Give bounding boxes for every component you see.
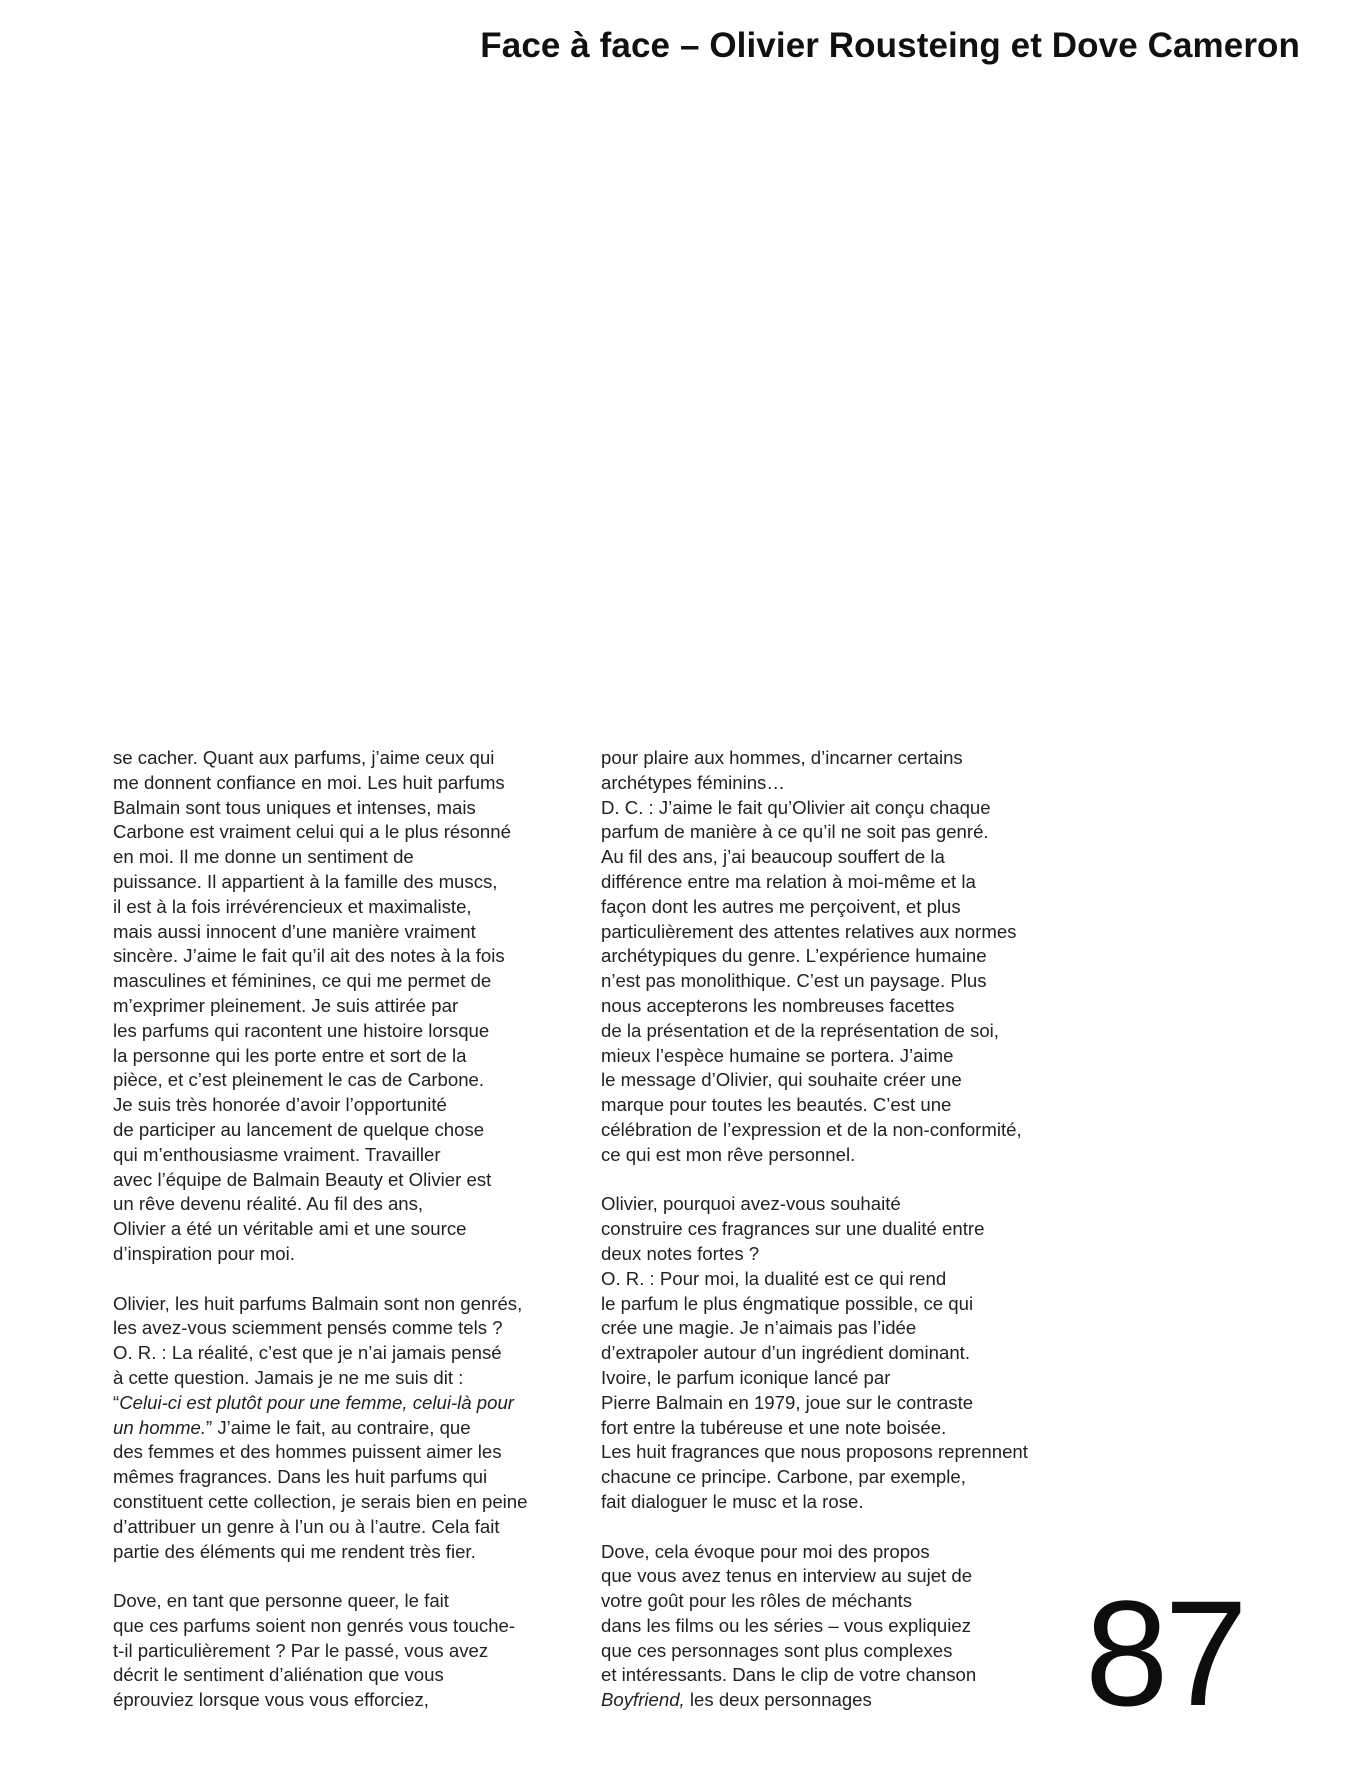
answer-or-duality: O. R. : Pour moi, la dualité est ce qui rend le parfum le plus éngmatique possible, ce qui crée une magie. Je n’aimais pas l’idée d’extrapoler autour d’un ingrédient dominant. Ivoire, le parfum iconique lancé par Pierre Balmain en 1979, joue sur le contraste fort entre la tubéreuse et une note boisée. Les huit fragrances que nous proposons reprennent chacune ce principe. Carbone, par exemple, fait dialoguer le musc et la rose.: [601, 1267, 1028, 1512]
question-villains-start: Dove, cela évoque pour moi des propos que vous avez tenus en interview au sujet de votre goût pour les rôles de méchants dans les films ou les séries – vous expliquiez que ces personnages sont plus complexes et intéressants. Dans le clip de votre chanson: [601, 1540, 977, 1686]
page-title: Face à face – Olivier Rousteing et Dove Cameron: [480, 26, 1300, 65]
question-genderless: Olivier, les huit parfums Balmain sont non genrés, les avez-vous sciemment pensés comme tels ?: [113, 1292, 523, 1339]
answer-or-start: O. R. : La réalité, c’est que je n’ai jamais pensé à cette question. Jamais je ne me suis dit : “: [113, 1342, 502, 1413]
page-number: 87: [1085, 1569, 1244, 1737]
answer-or-end: ” J’aime le fait, au contraire, que des femmes et des hommes puissent aimer les mêmes fragrances. Dans les huit parfums qui constituent cette collection, je serais bien en peine d’attribuer un genre à l’un ou à l’autre. Cela fait partie des éléments qui me rendent très fier.: [113, 1416, 528, 1562]
question-answer-block-duality: [601, 1192, 1071, 1514]
question-answer-block: [113, 1292, 583, 1565]
right-column: [601, 746, 1071, 1713]
paragraph-dove-answer-continued: se cacher. Quant aux parfums, j’aime ceux qui me donnent confiance en moi. Les huit parfums Balmain sont tous uniques et intenses, mais Carbone est vraiment celui qui a le plus résonné en moi. Il me donne un sentiment de puissance. Il appartient à la famille des muscs, il est à la fois irrévérencieux et maximaliste, mais aussi innocent d’une manière vraiment sincère. J’aime le fait qu’il ait des notes à la fois masculines et féminines, ce qui me permet de m’exprimer pleinement. Je suis attirée par les parfums qui racontent une histoire lorsque la personne qui les porte entre et sort de la pièce, et c’est pleinement le cas de Carbone. Je suis très honorée d’avoir l’opportunité de participer au lancement de quelque chose qui m’enthousiasme vraiment. Travailler avec l’équipe de Balmain Beauty et Olivier est un rêve devenu réalité. Au fil des ans, Olivier a été un véritable ami et une source d’inspiration pour moi.: [113, 747, 511, 1264]
question-villains: [601, 1540, 1071, 1714]
question-duality: Olivier, pourquoi avez-vous souhaité construire ces fragrances sur une dualité entre deux notes fortes ?: [601, 1193, 985, 1264]
question-villains-end: les deux personnages: [684, 1689, 872, 1711]
answer-or-quote: Celui-ci est plutôt pour une femme, celui-là pour un homme.: [113, 1391, 514, 1438]
song-title: Boyfriend,: [601, 1689, 685, 1711]
question-answer-block-dc: [601, 746, 1071, 1168]
answer-dc: D. C. : J’aime le fait qu’Olivier ait conçu chaque parfum de manière à ce qu’il ne soit pas genré. Au fil des ans, j’ai beaucoup souffert de la différence entre ma relation à moi-même et la façon dont les autres me perçoivent, et plus particulièrement des attentes relatives aux normes archétypiques du genre. L’expérience humaine n’est pas monolithique. C’est un paysage. Plus nous accepterons les nombreuses facettes de la présentation et de la représentation de soi, mieux l’espèce humaine se portera. J’aime le message d’Olivier, qui souhaite créer une marque pour toutes les beautés. C’est une célébration de l’expression et de la non-conformité, ce qui est mon rêve personnel.: [601, 796, 1022, 1165]
left-column: [113, 746, 583, 1713]
question-queer-continued: pour plaire aux hommes, d’incarner certains archétypes féminins…: [601, 747, 963, 793]
question-queer: Dove, en tant que personne queer, le fait que ces parfums soient non genrés vous touche- t-il particulièrement ? Par le passé, vous avez décrit le sentiment d’aliénation que vous éprouviez lorsque vous vous efforciez,: [113, 1590, 516, 1711]
